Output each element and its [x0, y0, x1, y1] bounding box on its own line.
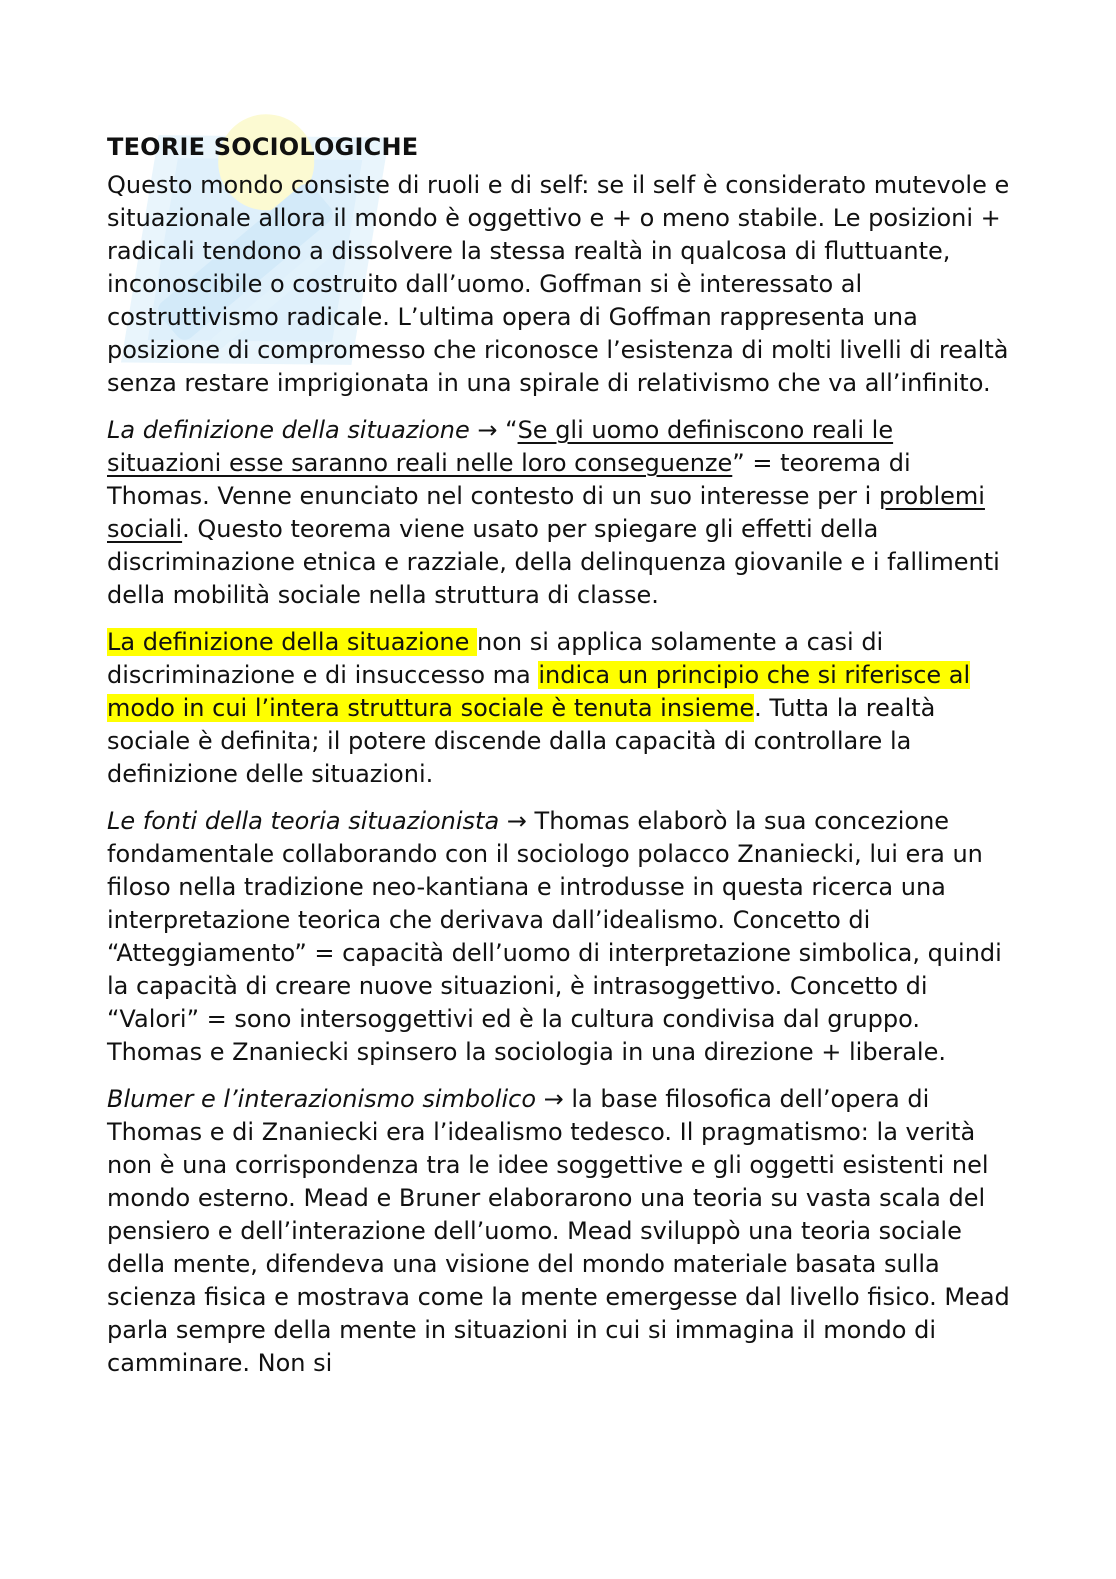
paragraph-definition-rest: . Questo teorema viene usato per spiegare gli effetti della discriminazione etnica e razziale, della delinquenza giovanile e i fallimenti della mobilità sociale nella struttura di classe.: [107, 515, 1000, 609]
document-page: [107, 128, 1012, 1394]
arrow-icon: → “: [469, 416, 518, 444]
highlight-1: La definizione della situazione: [107, 628, 477, 656]
paragraph-highlighted: [107, 626, 1012, 791]
paragraph-fonti: [107, 805, 1012, 1069]
section-heading-definizione: La definizione della situazione: [107, 416, 470, 444]
page-title: TEORIE SOCIOLOGICHE: [107, 133, 419, 161]
paragraph-definition-mid: ” = teorema di Thomas. Venne enunciato nel contesto di un suo interesse per i: [107, 449, 911, 510]
section-heading-fonti: Le fonti della teoria situazionista: [107, 807, 500, 835]
paragraph-blumer-text: → la base filosofica dell’opera di Thomas e di Znaniecki era l’idealismo tedesco. Il pragmatismo: la verità non è una corrispondenza tra le idee soggettive e gli oggetti esistenti nel mondo esterno. Mead e Bruner elaborarono una teoria su vasta scala del pensiero e dell’interazione dell’uomo. Mead sviluppò una teoria sociale della mente, difendeva una visione del mondo materiale basata sulla scienza fisica e mostrava come la mente emergesse dal livello fisico. Mead parla sempre della mente in situazioni in cui si immagina il mondo di camminare. Non si: [107, 1085, 1010, 1377]
paragraph-highlighted-mid: non si applica solamente a casi di discriminazione e di insuccesso ma: [107, 628, 884, 689]
paragraph-intro: [107, 169, 1012, 400]
paragraph-blumer: [107, 1083, 1012, 1380]
paragraph-definition: [107, 414, 1012, 612]
section-heading-blumer: Blumer e l’interazionismo simbolico: [107, 1085, 537, 1113]
thomas-theorem-quote: Se gli uomo definiscono reali le situazioni esse saranno reali nelle loro conseguenze: [107, 416, 894, 477]
paragraph-intro-text: Questo mondo consiste di ruoli e di self: se il self è considerato mutevole e situazionale allora il mondo è oggettivo e + o meno stabile. Le posizioni + radicali tendono a dissolvere la stessa realtà in qualcosa di fluttuante, inconoscibile o costruito dall’uomo. Goffman si è interessato al costruttivismo radicale. L’ultima opera di Goffman rappresenta una posizione di compromesso che riconosce l’esistenza di molti livelli di realtà senza restare imprigionata in una spirale di relativismo che va all’infinito.: [107, 171, 1010, 397]
paragraph-highlighted-rest: . Tutta la realtà sociale è definita; il potere discende dalla capacità di controllare la definizione delle situazioni.: [107, 694, 936, 788]
highlight-2: indica un principio che si riferisce al modo in cui l’intera struttura sociale è tenuta insieme: [107, 661, 971, 722]
paragraph-fonti-text: → Thomas elaborò la sua concezione fondamentale collaborando con il sociologo polacco Znaniecki, lui era un filoso nella tradizione neo-kantiana e introdusse in questa ricerca una interpretazione teorica che derivava dall’idealismo. Concetto di “Atteggiamento” = capacità dell’uomo di interpretazione simbolica, quindi la capacità di creare nuove situazioni, è intrasoggettivo. Concetto di “Valori” = sono intersoggettivi ed è la cultura condivisa dal gruppo. Thomas e Znaniecki spinsero la sociologia in una direzione + liberale.: [107, 807, 1002, 1066]
underlined-term: problemi sociali: [107, 482, 985, 543]
